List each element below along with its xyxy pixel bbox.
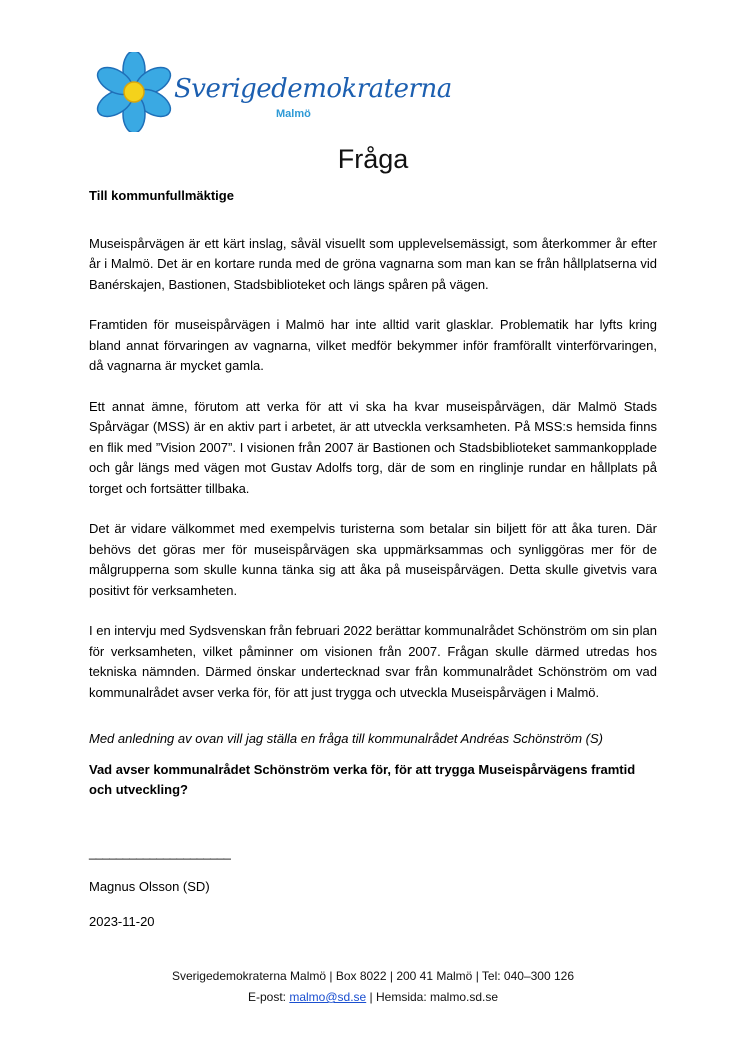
party-logo bbox=[96, 52, 452, 132]
document-title: Fråga bbox=[337, 144, 409, 174]
addressee: Till kommunfullmäktige bbox=[89, 188, 234, 203]
footer-website: | Hemsida: malmo.sd.se bbox=[366, 990, 499, 1004]
logo-brand-text: Sverigedemokraterna bbox=[174, 74, 452, 104]
footer-email-link[interactable]: malmo@sd.se bbox=[289, 990, 367, 1004]
footer-contact bbox=[0, 987, 746, 1008]
body-paragraph: Framtiden för museispårvägen i Malmö har inte alltid varit glasklar. Problematik har lyfts kring bland annat förvaringen av vagnarna, vilket medför bekymmer inför framförallt vinterförvaringen, då vagnarna är mycket gamla. bbox=[89, 317, 657, 373]
body-paragraph: Museispårvägen är ett kärt inslag, såväl visuellt som upplevelsemässigt, som återkommer år efter år i Malmö. Det är en kortare runda med de gröna vagnarna som man kan se från hållplatserna vid Banérskajen, Bastionen, Stadsbiblioteket och längs spåren på vägen. bbox=[89, 235, 657, 292]
logo-city-text: Malmö bbox=[276, 108, 311, 120]
document-body bbox=[89, 186, 657, 932]
question-intro: Med anledning av ovan vill jag ställa en fråga till kommunalrådet Andréas Schönström (S) bbox=[89, 731, 604, 746]
footer-email-label: E-post: bbox=[247, 990, 290, 1004]
document-date: 2023-11-20 bbox=[89, 913, 155, 929]
signature-line: _____________________ bbox=[89, 844, 231, 860]
page-footer bbox=[0, 966, 746, 1008]
footer-address: Sverigedemokraterna Malmö | Box 8022 | 200 41 Malmö | Tel: 040–300 126 bbox=[171, 969, 575, 983]
body-paragraph: I en intervju med Sydsvenskan från februari 2022 berättar kommunalrådet Schönström om sin plan för verksamheten, vilket påminner om visionen från 2007. Frågan skulle därmed utredas hos tekniska nämnden. Därmed önskar undertecknad svar från kommunalrådet Schönström om vad kommunalrådet avser verka för, för att just trygga och utveckla Museispårvägen i Malmö. bbox=[89, 623, 657, 700]
question: Vad avser kommunalrådet Schönström verka för, för att trygga Museispårvägens framtid och utveckling? bbox=[89, 761, 636, 797]
signer-name: Magnus Olsson (SD) bbox=[89, 879, 210, 894]
body-paragraph: Det är vidare välkommet med exempelvis turisterna som betalar sin biljett för att åka turen. Där behövs det göras mer för museispårvägen ska uppmärksammas och synliggöras mer för de målgrupperna som skulle kunna tänka sig att åka på museispårvägen. Detta skulle givetvis vara positivt för verksamheten. bbox=[89, 521, 657, 598]
body-paragraph: Ett annat ämne, förutom att verka för att vi ska ha kvar museispårvägen, där Malmö Stads Spårvägar (MSS) är en aktiv part i arbetet, är att utveckla verksamheten. På MSS:s hemsida finns en flik med ”Vision 2007”. I visionen från 2007 är Bastionen och Stadsbiblioteket sammankopplade och går längs med vägen mot Gustav Adolfs torg, där de som en ringlinje rundar en hållplats på torget och fortsätter tillbaka. bbox=[89, 398, 657, 496]
flower-logo-icon bbox=[96, 52, 176, 132]
